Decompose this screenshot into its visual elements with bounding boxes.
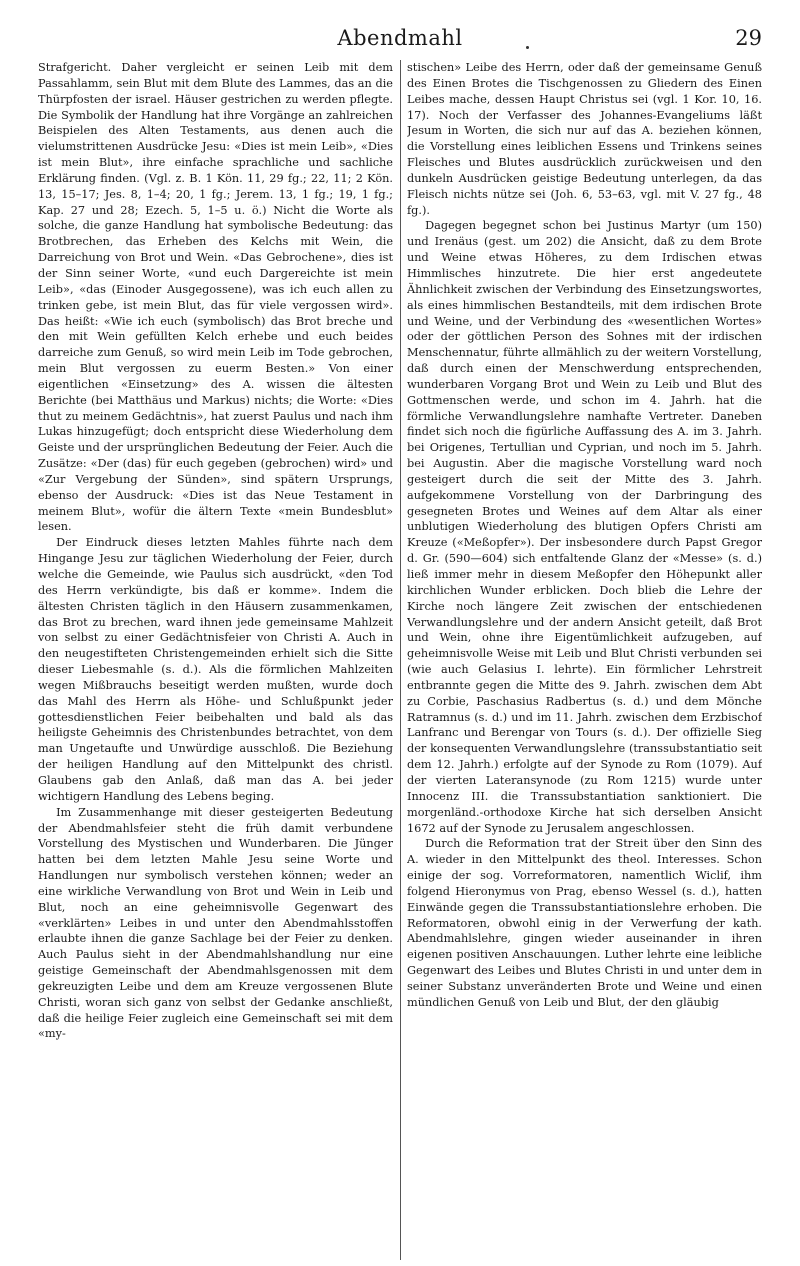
page-number: 29: [735, 26, 762, 50]
page-header: [38, 24, 762, 60]
right-column: [407, 60, 762, 1260]
paragraph: Durch die Reformation trat der Streit über den Sinn des A. wieder in den Mittelpunkt des theol. Interesses. Schon einige der sog. Vorreformatoren, namentlich Wiclif, ihm folgend Hieronymus von Prag, ebenso Wessel (s. d.), hatten Einwände gegen die Transsubstantiationslehre erhoben. Die Reformatoren, obwohl einig in der Verwerfung der kath. Abendmahlslehre, gingen wieder auseinander in ihren eigenen positiven Anschauungen. Luther lehrte eine leibliche Gegenwart des Leibes und Blutes Christi in und unter dem in seiner Substanz unveränderten Brote und Weine und einen mündlichen Genuß von Leib und Blut, der den gläubig: [407, 837, 762, 1009]
paragraph: Im Zusammenhange mit dieser gesteigerten Bedeutung der Abendmahlsfeier steht die früh damit verbundene Vorstellung des Mystischen und Wunderbaren. Die Jünger hatten bei dem letzten Mahle Jesu seine Worte und Handlungen nur symbolisch verstehen können; weder an eine wirkliche Verwandlung von Brot und Wein in Leib und Blut, noch an eine geheimnisvolle Gegenwart des «verklärten» Leibes in und unter den Abendmahlsstoffen erlaubte ihnen die ganze Sachlage bei der Feier zu denken. Auch Paulus sieht in der Abendmahlshandlung nur eine geistige Gemeinschaft der Abendmahlsgenossen mit dem gekreuzigten Leibe und dem am Kreuze vergossenen Blute Christi, woran sich ganz von selbst der Gedanke anschließt, daß die heilige Feier zugleich eine Gemeinschaft sei mit dem «my-: [38, 805, 393, 1041]
paragraph: Der Eindruck dieses letzten Mahles führte nach dem Hingange Jesu zur täglichen Wiederholung der Feier, durch welche die Gemeinde, wie Paulus sich ausdrückt, «den Tod des Herrn verkündigte, bis daß er komme». Indem die ältesten Christen täglich in den Häusern zusammenkamen, das Brot zu brechen, ward ihnen jede gemeinsame Mahlzeit von selbst zu einer Gedächtnisfeier von Christi A. Auch in den neugestifteten Christengemeinden erhielt sich die Sitte dieser Liebesmahle (s. d.). Als die förmlichen Mahlzeiten wegen Mißbrauchs beseitigt werden mußten, wurde doch das Mahl des Herrn als Höhe- und Schlußpunkt jeder gottesdienstlichen Feier beibehalten und bald als das heiligste Geheimnis des Christenbundes betrachtet, von dem man Ungetaufte und Unwürdige ausschloß. Die Beziehung der heiligen Handlung auf den Mittelpunkt des christl. Glaubens gab den Anlaß, daß man das A. bei jeder wichtigern Handlung des Lebens beging.: [38, 536, 393, 803]
column-divider: [400, 60, 401, 1260]
running-head: Abendmahl: [337, 26, 463, 50]
paragraph: Strafgericht. Daher vergleicht er seinen Leib mit dem Passahlamm, sein Blut mit dem Blute des Lammes, das an die Thürpfosten der israel. Häuser gestrichen zu werden pflegte. Die Symbolik der Handlung hat ihre Vorgänge an zahlreichen Beispielen des Alten Testaments, aus denen auch die vielumstrittenen Ausdrücke Jesu: «Dies ist mein Leib», «Dies ist mein Blut», ihre einfache sprachliche und sachliche Erklärung finden. (Vgl. z. B. 1 Kön. 11, 29 fg.; 22, 11; 2 Kön. 13, 15–17; Jes. 8, 1–4; 20, 1 fg.; Jerem. 13, 1 fg.; 19, 1 fg.; Kap. 27 und 28; Ezech. 5, 1–5 u. ö.) Nicht die Worte als solche, die ganze Handlung hat symbolische Bedeutung: das Brotbrechen, das Erheben des Kelchs mit Wein, die Darreichung von Brot und Wein. «Das Gebrochene», dies ist der Sinn seiner Worte, «und euch Dargereichte ist mein Leib», «das (Einoder Ausgegossene), was ich euch allen zu trinken gebe, ist mein Blut, das für viele vergossen wird». Das heißt: «Wie ich euch (symbolisch) das Brot breche und den mit Wein gefüllten Kelch erhebe und euch beides darreiche zum Genuß, so wird mein Leib im Tode gebrochen, mein Blut vergossen zu euerm Besten.» Von einer eigentlichen «Einsetzung» des A. wissen die ältesten Berichte (bei Matthäus und Markus) nichts; die Worte: «Dies thut zu meinem Gedächtnis», hat zuerst Paulus und nach ihm Lukas hinzugefügt; doch entspricht diese Wiederholung dem Geiste und der ursprünglichen Bedeutung der Feier. Auch die Zusätze: «Der (das) für euch gegeben (gebrochen) wird» und «Zur Vergebung der Sünden», sind spätern Ursprungs, ebenso der Ausdruck: «Dies ist das Neue Testament in meinem Blut», wofür die ältern Texte «mein Bundesblut» lesen.: [38, 61, 393, 534]
paragraph: stischen» Leibe des Herrn, oder daß der gemeinsame Genuß des Einen Brotes die Tischgenossen zu Gliedern des Einen Leibes mache, dessen Haupt Christus sei (vgl. 1 Kor. 10, 16. 17). Noch der Verfasser des Johannes-Evangeliums läßt Jesum in Worten, die sich nur auf das A. beziehen können, die Vorstellung eines leiblichen Essens und Trinkens seines Fleisches und Blutes ausdrücklich zurückweisen und den dunkeln Ausdrücken geistige Bedeutung unterlegen, da das Fleisch nichts nütze sei (Joh. 6, 53–63, vgl. mit V. 27 fg., 48 fg.).: [407, 61, 762, 217]
left-column: [38, 60, 393, 1260]
text-columns: [38, 60, 762, 1260]
header-ornament-dot: [526, 46, 529, 49]
paragraph: Dagegen begegnet schon bei Justinus Martyr (um 150) und Irenäus (gest. um 202) die Ansicht, daß zu dem Brote und Weine etwas Höheres, zu dem Irdischen etwas Himmlisches hinzutrete. Die hier erst angedeutete Ähnlichkeit zwischen der Verbindung des Einsetzungswortes, als eines himmlischen Bestandteils, mit dem irdischen Brote und Weine, und der Verbindung des «wesentlichen Wortes» oder der göttlichen Person des Sohnes mit der irdischen Menschennatur, führte allmählich zu der weitern Vorstellung, daß durch einen der Menschwerdung entsprechenden, wunderbaren Vorgang Brot und Wein zu Leib und Blut des Gottmenschen werde, und schon im 4. Jahrh. hat die förmliche Verwandlungslehre namhafte Vertreter. Daneben findet sich noch die figürliche Auffassung des A. im 3. Jahrh. bei Origenes, Tertullian und Cyprian, und noch im 5. Jahrh. bei Augustin. Aber die magische Vorstellung ward noch gesteigert durch die seit der Mitte des 3. Jahrh. aufgekommene Vorstellung von der Darbringung des gesegneten Brotes und Weines auf dem Altar als einer unblutigen Wiederholung des blutigen Opfers Christi am Kreuze («Meßopfer»). Der insbesondere durch Papst Gregor d. Gr. (590—604) sich entfaltende Glanz der «Messe» (s. d.) ließ immer mehr in diesem Meßopfer den Höhepunkt aller kirchlichen Wunder erblicken. Doch blieb die Lehre der Kirche noch längere Zeit zwischen der entschiedenen Verwandlungslehre und der andern Ansicht geteilt, daß Brot und Wein, ohne ihre Eigentümlichkeit aufzugeben, auf geheimnisvolle Weise mit Leib und Blut Christi verbunden sei (wie auch Gelasius I. lehrte). Ein förmlicher Lehrstreit entbrannte gegen die Mitte des 9. Jahrh. zwischen dem Abt zu Corbie, Paschasius Radbertus (s. d.) und dem Mönche Ratramnus (s. d.) und im 11. Jahrh. zwischen dem Erzbischof Lanfranc und Berengar von Tours (s. d.). Der offizielle Sieg der konsequenten Verwandlungslehre (transsubstantiatio seit dem 12. Jahrh.) erfolgte auf der Synode zu Rom (1079). Auf der vierten Lateransynode (zu Rom 1215) wurde unter Innocenz III. die Transsubstantiation sanktioniert. Die morgenländ.-orthodoxe Kirche hat sich derselben Ansicht 1672 auf der Synode zu Jerusalem angeschlossen.: [407, 219, 762, 835]
